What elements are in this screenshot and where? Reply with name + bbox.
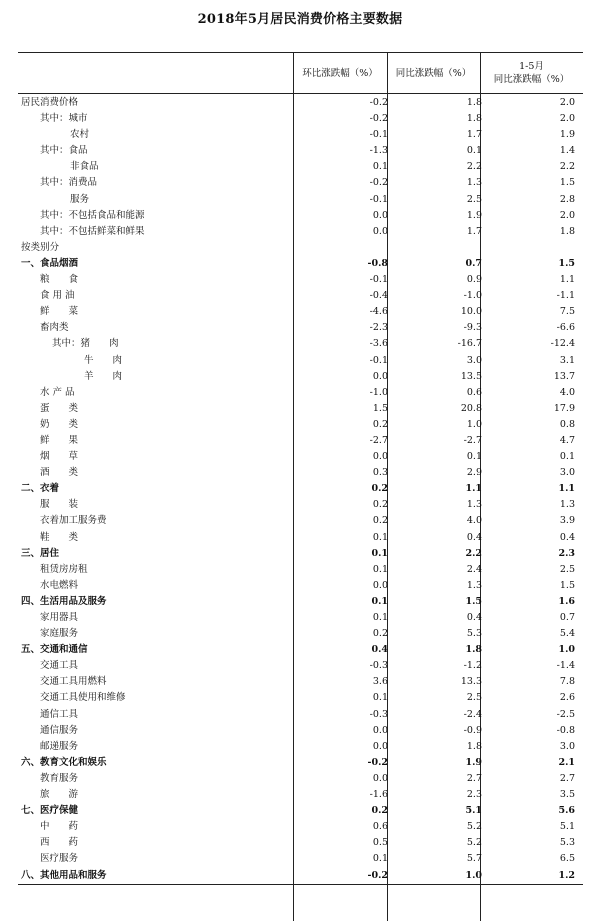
yoy-value: 1.7 xyxy=(466,129,482,141)
table-row xyxy=(18,530,583,546)
table-row xyxy=(18,771,583,787)
ytd-value: 2.2 xyxy=(559,161,575,173)
mom-value: 3.6 xyxy=(372,676,388,688)
mom-value: 0.1 xyxy=(372,612,388,623)
row-label: 非食品 xyxy=(70,161,99,173)
yoy-value: 1.8 xyxy=(465,644,482,656)
ytd-value: 1.5 xyxy=(558,257,575,269)
yoy-value: 13.5 xyxy=(460,370,482,382)
mom-value: -4.6 xyxy=(369,306,388,318)
mom-value: 0.2 xyxy=(371,483,388,495)
mom-value: -0.2 xyxy=(367,869,388,881)
row-label: 其中：消费品 xyxy=(40,177,98,189)
yoy-value: 1.3 xyxy=(466,499,482,511)
ytd-value: 5.4 xyxy=(559,628,575,640)
table-row xyxy=(18,690,583,706)
mom-value: 0.0 xyxy=(372,724,388,736)
mom-value: -0.3 xyxy=(369,708,388,720)
ytd-value: 1.2 xyxy=(558,869,575,881)
row-label: 医疗服务 xyxy=(40,853,79,865)
table-row xyxy=(18,143,583,159)
yoy-value: 2.5 xyxy=(466,692,482,704)
row-label: 通信工具 xyxy=(40,708,79,720)
mom-value: 0.5 xyxy=(372,837,388,849)
ytd-value: 6.5 xyxy=(559,853,575,865)
ytd-value: 2.0 xyxy=(559,209,575,221)
row-label: 租赁房房租 xyxy=(40,563,88,575)
row-label: 鲜 菜 xyxy=(40,306,79,318)
ytd-value: -12.4 xyxy=(550,338,575,350)
ytd-value: 1.5 xyxy=(559,579,575,591)
mom-value: 0.1 xyxy=(372,531,388,543)
yoy-value: 0.9 xyxy=(466,274,482,286)
table-row xyxy=(18,787,583,803)
table-row xyxy=(18,723,583,739)
yoy-value: 2.5 xyxy=(466,193,482,205)
ytd-value: 7.5 xyxy=(559,306,575,318)
table-row xyxy=(18,594,583,610)
mom-value: 1.5 xyxy=(372,402,388,414)
table-row xyxy=(18,369,583,385)
ytd-value: -1.4 xyxy=(556,660,575,672)
mom-value: 0.1 xyxy=(372,692,388,704)
table-row xyxy=(18,192,583,208)
mom-value: 0.0 xyxy=(372,579,388,591)
mom-value: -0.1 xyxy=(369,193,388,205)
mom-value: 0.0 xyxy=(372,370,388,382)
row-label: 烟 草 xyxy=(40,451,79,463)
row-label: 邮递服务 xyxy=(40,740,79,752)
table-row xyxy=(18,497,583,513)
ytd-value: 13.7 xyxy=(553,370,575,382)
table-row xyxy=(18,546,583,562)
ytd-value: 1.9 xyxy=(559,129,575,141)
table-header xyxy=(18,52,583,94)
ytd-value: 2.1 xyxy=(558,756,575,768)
ytd-value: 1.1 xyxy=(558,483,575,495)
yoy-value: 1.8 xyxy=(466,740,482,752)
ytd-value: -0.8 xyxy=(556,724,575,736)
table-body xyxy=(18,94,583,884)
header-mom xyxy=(293,53,387,93)
header-yoy-label: 同比涨跌幅（%） xyxy=(395,67,472,79)
table-row xyxy=(18,578,583,594)
row-label: 七、医疗保健 xyxy=(21,805,79,817)
table-row xyxy=(18,224,583,240)
row-label: 粮 食 xyxy=(40,274,79,286)
mom-value: 0.1 xyxy=(371,595,388,607)
row-label: 服 装 xyxy=(40,499,79,511)
header-ytd-line1: 1-5月 xyxy=(519,61,544,72)
ytd-value: 5.6 xyxy=(558,805,575,817)
yoy-value: 10.0 xyxy=(460,306,482,318)
yoy-value: -0.9 xyxy=(463,724,482,736)
row-label: 其中：食品 xyxy=(40,145,88,157)
row-label: 羊 肉 xyxy=(84,370,123,382)
mom-value: 0.3 xyxy=(372,467,388,479)
table-row xyxy=(18,610,583,626)
mom-value: 0.0 xyxy=(372,225,388,237)
ytd-value: 2.0 xyxy=(559,97,575,108)
table-row xyxy=(18,127,583,143)
yoy-value: 5.7 xyxy=(466,853,482,865)
table-row xyxy=(18,868,583,884)
mom-value: -3.6 xyxy=(369,338,388,350)
mom-value: 0.0 xyxy=(372,451,388,463)
mom-value: -0.4 xyxy=(369,290,388,302)
row-label: 食 用 油 xyxy=(40,290,75,302)
yoy-value: -9.3 xyxy=(463,322,482,334)
table-row xyxy=(18,304,583,320)
row-label: 教育服务 xyxy=(40,772,79,784)
row-label: 一、食品烟酒 xyxy=(21,257,79,269)
yoy-value: -1.0 xyxy=(463,290,482,302)
ytd-value: 2.6 xyxy=(559,692,575,704)
table-row xyxy=(18,562,583,578)
ytd-value: 1.1 xyxy=(559,274,575,286)
table-row xyxy=(18,433,583,449)
row-label: 家用器具 xyxy=(40,612,79,623)
yoy-value: 2.2 xyxy=(465,547,482,559)
header-ytd xyxy=(480,53,583,93)
header-yoy xyxy=(387,53,480,93)
ytd-value: 3.9 xyxy=(559,515,575,527)
table-row xyxy=(18,385,583,401)
ytd-value: 2.0 xyxy=(559,113,575,125)
cpi-table xyxy=(18,52,583,885)
row-label: 按类别分 xyxy=(21,241,60,253)
ytd-value: 1.6 xyxy=(558,595,575,607)
mom-value: 0.0 xyxy=(372,209,388,221)
mom-value: -0.2 xyxy=(369,177,388,189)
ytd-value: -6.6 xyxy=(556,322,575,334)
row-label: 鞋 类 xyxy=(40,531,79,543)
ytd-value: 17.9 xyxy=(553,402,575,414)
yoy-value: 5.2 xyxy=(466,837,482,849)
yoy-value: 1.9 xyxy=(466,209,482,221)
table-row xyxy=(18,240,583,256)
row-label: 畜肉类 xyxy=(40,322,69,334)
mom-value: -1.0 xyxy=(369,386,388,398)
mom-value: 0.2 xyxy=(371,805,388,817)
yoy-value: 13.3 xyxy=(460,676,482,688)
row-label: 酒 类 xyxy=(40,467,79,479)
mom-value: -0.8 xyxy=(367,257,388,269)
table-row xyxy=(18,353,583,369)
row-label: 二、衣着 xyxy=(21,483,60,495)
table-row xyxy=(18,851,583,867)
yoy-value: -2.4 xyxy=(463,708,482,720)
row-label: 六、教育文化和娱乐 xyxy=(21,756,107,768)
table-row xyxy=(18,336,583,352)
row-label: 四、生活用品及服务 xyxy=(21,595,107,607)
yoy-value: 1.5 xyxy=(465,595,482,607)
mom-value: 0.2 xyxy=(372,515,388,527)
mom-value: -2.7 xyxy=(369,434,388,446)
mom-value: -0.1 xyxy=(369,354,388,366)
table-row xyxy=(18,642,583,658)
table-row xyxy=(18,481,583,497)
yoy-value: 1.8 xyxy=(466,97,482,108)
ytd-value: 4.0 xyxy=(559,386,575,398)
yoy-value: 2.9 xyxy=(466,467,482,479)
ytd-value: 0.4 xyxy=(559,531,575,543)
yoy-value: 0.1 xyxy=(466,451,482,463)
table-row xyxy=(18,739,583,755)
row-label: 其中：不包括鲜菜和鲜果 xyxy=(40,225,145,237)
mom-value: -0.3 xyxy=(369,660,388,672)
yoy-value: 0.7 xyxy=(465,257,482,269)
table-row xyxy=(18,465,583,481)
table-row xyxy=(18,417,583,433)
mom-value: -0.1 xyxy=(369,129,388,141)
table-row xyxy=(18,513,583,529)
yoy-value: 0.4 xyxy=(466,531,482,543)
row-label: 中 药 xyxy=(40,821,79,833)
row-label: 旅 游 xyxy=(40,789,79,801)
table-row xyxy=(18,835,583,851)
row-label: 交通工具用燃料 xyxy=(40,676,107,688)
ytd-value: 4.7 xyxy=(559,434,575,446)
ytd-value: 2.3 xyxy=(558,547,575,559)
mom-value: 0.1 xyxy=(372,563,388,575)
table-row xyxy=(18,111,583,127)
ytd-value: 1.3 xyxy=(559,499,575,511)
yoy-value: 0.6 xyxy=(466,386,482,398)
ytd-value: 1.4 xyxy=(559,145,575,157)
table-row xyxy=(18,658,583,674)
ytd-value: 2.7 xyxy=(559,772,575,784)
table-row xyxy=(18,288,583,304)
yoy-value: 5.1 xyxy=(465,805,482,817)
row-label: 其中：不包括食品和能源 xyxy=(40,209,145,221)
yoy-value: 0.4 xyxy=(466,612,482,623)
mom-value: -1.6 xyxy=(369,789,388,801)
yoy-value: -1.2 xyxy=(463,660,482,672)
table-row xyxy=(18,803,583,819)
yoy-value: 1.8 xyxy=(466,113,482,125)
yoy-value: 1.0 xyxy=(466,418,482,430)
row-label: 奶 类 xyxy=(40,418,79,430)
table-row xyxy=(18,674,583,690)
mom-value: 0.0 xyxy=(372,740,388,752)
row-label: 农村 xyxy=(70,129,90,141)
row-label: 八、其他用品和服务 xyxy=(21,869,107,881)
ytd-value: 2.5 xyxy=(559,563,575,575)
yoy-value: 5.3 xyxy=(466,628,482,640)
ytd-value: -1.1 xyxy=(556,290,575,302)
mom-value: 0.1 xyxy=(371,547,388,559)
table-row xyxy=(18,626,583,642)
mom-value: 0.2 xyxy=(372,418,388,430)
row-label: 通信服务 xyxy=(40,724,79,736)
ytd-value: -2.5 xyxy=(556,708,575,720)
table-row xyxy=(18,208,583,224)
table-row xyxy=(18,449,583,465)
yoy-value: 5.2 xyxy=(466,821,482,833)
table-row xyxy=(18,707,583,723)
row-label: 水电燃料 xyxy=(40,579,79,591)
ytd-value: 0.1 xyxy=(559,451,575,463)
ytd-value: 0.7 xyxy=(559,612,575,623)
yoy-value: 1.0 xyxy=(465,869,482,881)
row-label: 三、居住 xyxy=(21,547,60,559)
header-mom-label: 环比涨跌幅（%） xyxy=(302,67,378,79)
yoy-value: 2.7 xyxy=(466,772,482,784)
ytd-value: 3.0 xyxy=(559,740,575,752)
table-row xyxy=(18,755,583,771)
ytd-value: 1.8 xyxy=(559,225,575,237)
yoy-value: -16.7 xyxy=(457,338,482,350)
yoy-value: 2.3 xyxy=(466,789,482,801)
mom-value: 0.6 xyxy=(372,821,388,833)
table-bottom-rule xyxy=(18,884,583,885)
mom-value: 0.0 xyxy=(372,772,388,784)
row-label: 五、交通和通信 xyxy=(21,644,88,656)
mom-value: -0.2 xyxy=(367,756,388,768)
yoy-value: 2.4 xyxy=(466,563,482,575)
row-label: 西 药 xyxy=(40,837,79,849)
ytd-value: 3.1 xyxy=(559,354,575,366)
row-label: 水 产 品 xyxy=(40,386,75,398)
table-row xyxy=(18,819,583,835)
yoy-value: 20.8 xyxy=(460,402,482,414)
page-title: 2018年5月居民消费价格主要数据 xyxy=(197,12,403,27)
mom-value: 0.1 xyxy=(372,161,388,173)
ytd-value: 2.8 xyxy=(559,193,575,205)
row-label: 牛 肉 xyxy=(84,354,123,366)
yoy-value: 4.0 xyxy=(466,515,482,527)
header-ytd-line2: 同比涨跌幅（%） xyxy=(493,74,570,85)
row-label: 鲜 果 xyxy=(40,434,79,446)
row-label: 家庭服务 xyxy=(40,628,79,640)
yoy-value: 1.1 xyxy=(465,483,482,495)
yoy-value: 1.7 xyxy=(466,225,482,237)
ytd-value: 0.8 xyxy=(559,418,575,430)
ytd-value: 3.5 xyxy=(559,789,575,801)
mom-value: -0.2 xyxy=(369,97,388,108)
mom-value: 0.2 xyxy=(372,628,388,640)
row-label: 服务 xyxy=(70,193,90,205)
mom-value: 0.4 xyxy=(371,644,388,656)
table-row xyxy=(18,320,583,336)
mom-value: -2.3 xyxy=(369,322,388,334)
table-row xyxy=(18,175,583,191)
row-label: 其中：城市 xyxy=(40,113,88,125)
yoy-value: 3.0 xyxy=(466,354,482,366)
ytd-value: 1.0 xyxy=(558,644,575,656)
table-row xyxy=(18,272,583,288)
ytd-value: 5.3 xyxy=(559,837,575,849)
row-label: 其中：猪 肉 xyxy=(52,338,119,350)
row-label: 衣着加工服务费 xyxy=(40,515,107,527)
yoy-value: 1.9 xyxy=(465,756,482,768)
table-row xyxy=(18,95,583,111)
row-label: 蛋 类 xyxy=(40,402,79,414)
row-label: 交通工具 xyxy=(40,660,79,672)
mom-value: 0.2 xyxy=(372,499,388,511)
table-row xyxy=(18,401,583,417)
yoy-value: -2.7 xyxy=(463,434,482,446)
mom-value: -1.3 xyxy=(369,145,388,157)
mom-value: -0.2 xyxy=(369,113,388,125)
ytd-value: 3.0 xyxy=(559,467,575,479)
mom-value: -0.1 xyxy=(369,274,388,286)
ytd-value: 1.5 xyxy=(559,177,575,189)
yoy-value: 2.2 xyxy=(466,161,482,173)
yoy-value: 1.3 xyxy=(466,177,482,189)
ytd-value: 5.1 xyxy=(559,821,575,833)
table-row xyxy=(18,159,583,175)
ytd-value: 7.8 xyxy=(559,676,575,688)
mom-value: 0.1 xyxy=(372,853,388,865)
row-label: 交通工具使用和维修 xyxy=(40,692,126,704)
table-row xyxy=(18,256,583,272)
yoy-value: 0.1 xyxy=(466,145,482,157)
yoy-value: 1.3 xyxy=(466,579,482,591)
row-label: 居民消费价格 xyxy=(21,97,79,108)
